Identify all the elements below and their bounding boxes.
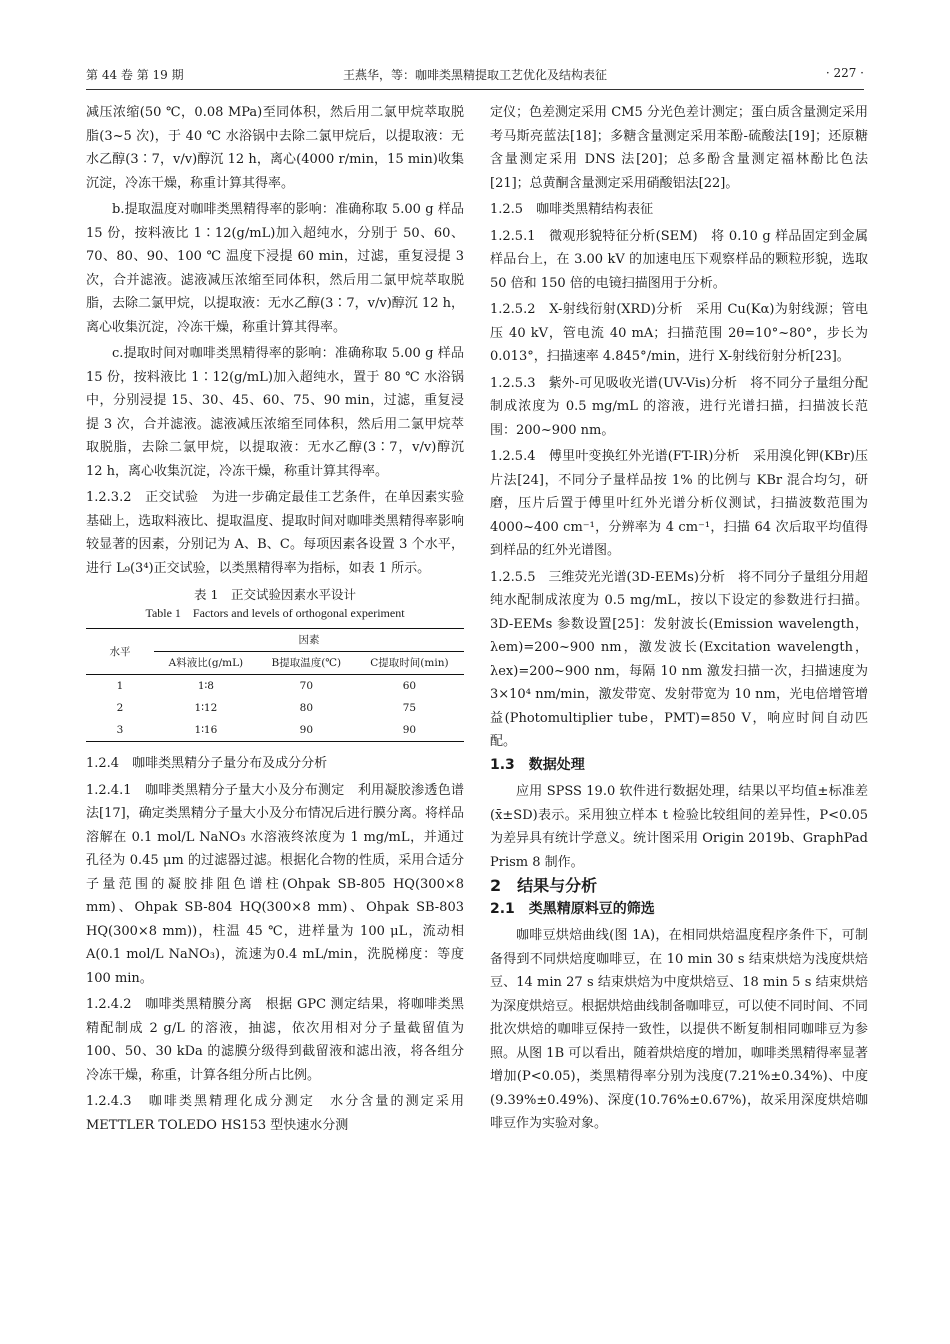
page-number: · 227 · [825, 66, 864, 80]
paragraph: 1.2.3.2 正交试验 为进一步确定最佳工艺条件，在单因素实验基础上，选取料液比、提取温度、提取时间对咖啡类黑精得率影响较显著的因素，分别记为 A、B、C。每项因素各设置 3 个水平，进行 L₉(3⁴)正交试验，以类黑精得率为指标，如表 1 所示。 [86, 490, 464, 576]
journal-volume-issue: 第 44 卷 第 19 期 [86, 68, 184, 82]
paragraph: 1.2.4.2 咖啡类黑精膜分离 根据 GPC 测定结果，将咖啡类黑精配制成 2 g/L 的溶液，抽滤，依次用相对分子量截留值为 100、50、30 kDa 的滤膜分级得到截留液和滤出液，将各组分冷冻干燥，称重，计算各组分所占比例。 [86, 997, 464, 1083]
paragraph: 应用 SPSS 19.0 软件进行数据处理，结果以平均值±标准差(x̄±SD)表示。采用独立样本 t 检验比较组间的差异性，P<0.05 为差异具有统计学意义。统计图采用 Origin 2019b、GraphPad Prism 8 制作。 [490, 784, 868, 870]
table-cell: 75 [402, 702, 417, 714]
paragraph: 1.2.4.1 咖啡类黑精分子量大小及分布测定 利用凝胶渗透色谱法[17]，确定类黑精分子量大小及分布情况后进行膜分离。将样品溶解在 0.1 mol/L NaNO₃ 水溶液终浓度为 1 mg/mL，并通过孔径为 0.45 μm 的过滤器过滤。根据化合物的性质，采用合适分子量范围的凝胶排阻色谱柱(Ohpak SB-805 HQ(300×8 mm)、Ohpak SB-804 HQ(300×8 mm)、Ohpak SB-803 HQ(300×8 mm))，柱温 45 ℃，进样量为 100 μL，流动相 A(0.1 mol/L NaNO₃)，流速为0.4 mL/min，洗脱梯度：等度 100 min。 [86, 782, 464, 986]
table-cell: 1∶16 [154, 719, 258, 742]
table-cell: 60 [402, 680, 417, 692]
paragraph: 1.2.5.2 X-射线衍射(XRD)分析 采用 Cu(Kα)为射线源；管电压 40 kV，管电流 40 mA；扫描范围 2θ=10°~80°，步长为 0.013°，扫描速率 4.845°/min，进行 X-射线衍射分析[23]。 [490, 302, 868, 364]
paragraph: c.提取时间对咖啡类黑精得率的影响：准确称取 5.00 g 样品 15 份，按料液比 1∶12(g/mL)加入超纯水，置于 80 ℃ 水浴锅中，分别浸提 15、30、45、60、75、90 min，过滤，重复浸提 3 次，合并滤液。滤液减压浓缩至同体积，然后用二氯甲烷萃取脱脂，去除二氯甲烷，以提取液：无水乙醇(3∶7，v/v)醇沉 12 h，离心收集沉淀，冷冻干燥，称重计算其得率。 [86, 346, 464, 479]
table-cell: 1∶12 [194, 702, 218, 714]
header-rule [86, 89, 864, 90]
table-cell: 80 [299, 702, 314, 714]
running-title: 王燕华，等：咖啡类黑精提取工艺优化及结构表征 [342, 68, 607, 82]
table-cell: 2 [116, 702, 124, 714]
right-column [490, 101, 868, 1136]
paragraph: 1.2.4 咖啡类黑精分子量分布及成分分析 [86, 756, 328, 771]
table-row [86, 719, 464, 742]
paragraph: b.提取温度对咖啡类黑精得率的影响：准确称取 5.00 g 样品 15 份，按料液比 1∶12(g/mL)加入超纯水，分别于 50、60、70、80、90、100 ℃ 温度下浸提 60 min，过滤，重复浸提 3 次，合并滤液。滤液减压浓缩至同体积，然后用二氯甲烷萃取脱脂，去除二氯甲烷，以提取液：无水乙醇(3∶7，v/v)醇沉 12 h，离心收集沉淀，冷冻干燥，称重计算其得率。 [86, 202, 464, 335]
paragraph: 咖啡豆烘焙曲线(图 1A)，在相同烘焙温度程序条件下，可制备得到不同烘焙度咖啡豆，在 10 min 30 s 结束烘焙为浅度烘焙豆、14 min 27 s 结束烘焙为中度烘焙豆、18 min 5 s 结束烘焙为深度烘焙豆。根据烘焙曲线制备咖啡豆，可以使不同时间、不同批次烘焙的咖啡豆保持一致性，以提供不断复制相同咖啡豆为参照。从图 1B 可以看出，随着烘焙度的增加，咖啡类黑精得率显著增加(P<0.05)，类黑精得率分别为浅度(7.21%±0.34%)、中度(9.39%±0.49%)、深度(10.76%±0.67%)，故采用深度烘焙咖啡豆作为实验对象。 [490, 928, 868, 1131]
table-cell: 1 [116, 680, 124, 692]
table-cell: 90 [258, 719, 355, 742]
subsection-heading: 2.1 类黑精原料豆的筛选 [490, 900, 655, 917]
paragraph: 1.2.5.4 傅里叶变换红外光谱(FT-IR)分析 采用溴化钾(KBr)压片法[24]，不同分子量样品按 1% 的比例与 KBr 混合均匀，研磨，压片后置于傅里叶红外光谱分析仪测试，扫描波数范围为 4000~400 cm⁻¹，分辨率为 4 cm⁻¹，扫描 64 次后取平均值得到样品的红外光谱图。 [490, 449, 868, 558]
table-row [86, 697, 464, 719]
column-header: A料液比(g/mL) [154, 652, 258, 675]
table-caption-cn: 表 1 正交试验因素水平设计 [194, 587, 356, 602]
section-heading: 2 结果与分析 [490, 876, 598, 895]
paragraph: 1.2.4.3 咖啡类黑精理化成分测定 水分含量的测定采用 METTLER TOLEDO HS153 型快速水分测 [86, 1094, 464, 1133]
page-header [86, 66, 864, 88]
paragraph: 1.2.5.5 三维荧光光谱(3D-EEMs)分析 将不同分子量组分用超纯水配制成浓度为 0.5 mg/mL，按以下设定的参数进行扫描。3D-EEMs 参数设置[25]：发射波长(Emission wavelength，λem)=200~900 nm，激发波长(Excitation wavelength，λex)=200~900 nm，每隔 10 nm 激发扫描一次，扫描速度为 3×10⁴ nm/min，激发带宽、发射带宽为 10 nm，光电倍增管增益(Photomultiplier tube，PMT)=850 V，响应时间自动匹配。 [490, 569, 868, 749]
table-cell: 90 [355, 719, 464, 742]
paragraph: 1.2.5 咖啡类黑精结构表征 [490, 202, 654, 217]
table-cell: 1∶8 [197, 680, 214, 692]
paragraph: 1.2.5.3 紫外-可见吸收光谱(UV-Vis)分析 将不同分子量组分配制成浓度为 0.5 mg/mL 的溶液，进行光谱扫描，扫描波长范围：200~900 nm。 [490, 375, 868, 438]
table-caption-en: Table 1 Factors and levels of orthogonal experiment [145, 606, 405, 620]
paragraph: 定仪；色差测定采用 CM5 分光色差计测定；蛋白质含量测定采用考马斯亮蓝法[18]；多糖含量测定采用苯酚-硫酸法[19]；还原糖含量测定采用 DNS 法[20]；总多酚含量测定福林酚比色法[21]；总黄酮含量测定采用硝酸铝法[22]。 [490, 105, 868, 191]
orthogonal-factor-table [86, 628, 464, 742]
paragraph: 减压浓缩(50 ℃，0.08 MPa)至同体积，然后用二氯甲烷萃取脱脂(3~5 次)，于 40 ℃ 水浴锅中去除二氯甲烷后，以提取液：无水乙醇(3∶7，v/v)醇沉 12 h，离心(4000 r/min，15 min)收集沉淀，冷冻干燥，称重计算其得率。 [86, 105, 464, 191]
column-header: C提取时间(min) [355, 652, 464, 675]
level-header: 水平 [86, 629, 154, 675]
table-cell: 70 [299, 680, 314, 692]
paragraph: 1.2.5.1 微观形貌特征分析(SEM) 将 0.10 g 样品固定到金属样品台上，在 3.00 kV 的加速电压下观察样品的颗粒形貌，选取 50 倍和 150 倍的电镜扫描图用于分析。 [490, 228, 868, 291]
left-column [86, 101, 464, 1137]
subsection-heading: 1.3 数据处理 [490, 756, 585, 773]
table-row [86, 675, 464, 698]
column-header: B提取温度(℃) [258, 652, 355, 675]
table-cell: 3 [86, 719, 154, 742]
factor-header: 因素 [154, 629, 464, 652]
